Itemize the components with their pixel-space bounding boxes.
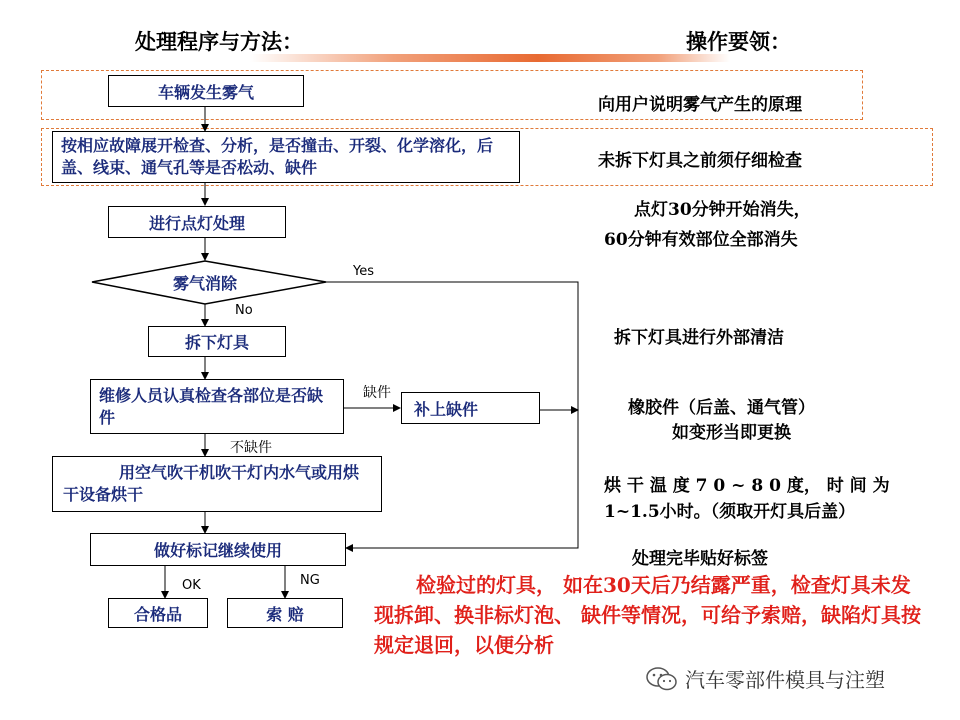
note-dry-2: 1~1.5小时。（须取开灯具后盖） bbox=[604, 502, 856, 522]
note-rubber-1: 橡胶件（后盖、通气管） bbox=[628, 398, 815, 418]
note-dry-1: 烘 干 温 度 7 0 ~ 8 0 度， 时 间 为 bbox=[604, 476, 890, 496]
label-ng: NG bbox=[300, 573, 320, 588]
note-explain: 向用户说明雾气产生的原理 bbox=[598, 95, 802, 115]
step-mark-continue: 做好标记继续使用 bbox=[90, 533, 346, 566]
step-light-treatment: 进行点灯处理 bbox=[108, 206, 286, 238]
result-qualified: 合格品 bbox=[108, 598, 208, 628]
note-light-1: 点灯30分钟开始消失， bbox=[634, 200, 811, 220]
watermark-text: 汽车零部件模具与注塑 bbox=[685, 668, 885, 692]
note-label: 处理完毕贴好标签 bbox=[632, 549, 768, 569]
label-ok: OK bbox=[182, 578, 201, 593]
label-missing: 缺件 bbox=[363, 385, 391, 401]
label-no: No bbox=[235, 303, 253, 318]
wechat-icon bbox=[645, 666, 679, 692]
step-fog-occurs: 车辆发生雾气 bbox=[108, 75, 304, 107]
note-inspect: 未拆下灯具之前须仔细检查 bbox=[598, 151, 802, 171]
right-header: 操作要领： bbox=[686, 29, 791, 54]
step-remove-lamp: 拆下灯具 bbox=[148, 326, 286, 357]
step-check-parts: 维修人员认真检查各部位是否缺件 bbox=[90, 379, 344, 434]
note-clean: 拆下灯具进行外部清洁 bbox=[614, 328, 784, 348]
label-not-missing: 不缺件 bbox=[230, 440, 272, 456]
note-rubber-2: 如变形当即更换 bbox=[672, 423, 791, 443]
label-yes: Yes bbox=[353, 264, 374, 279]
left-header: 处理程序与方法： bbox=[135, 29, 303, 54]
decision-fog-cleared: 雾气消除 bbox=[172, 273, 237, 293]
warning-text: 检验过的灯具， 如在30天后乃结露严重，检查灯具未发现拆卸、换非标灯泡、 缺件等情况，可给予索赔，缺陷灯具按规定退回，以便分析 bbox=[374, 573, 921, 657]
step-replace-parts: 补上缺件 bbox=[401, 392, 540, 424]
watermark bbox=[645, 664, 885, 693]
result-claim: 索 赔 bbox=[227, 598, 343, 628]
step-inspect: 按相应故障展开检查、分析，是否撞击、开裂、化学溶化，后盖、线束、通气孔等是否松动、缺件 bbox=[52, 131, 520, 183]
step-dry-lamp: 用空气吹干机吹干灯内水气或用烘干设备烘干 bbox=[52, 456, 382, 512]
note-light-2: 60分钟有效部位全部消失 bbox=[604, 230, 798, 250]
